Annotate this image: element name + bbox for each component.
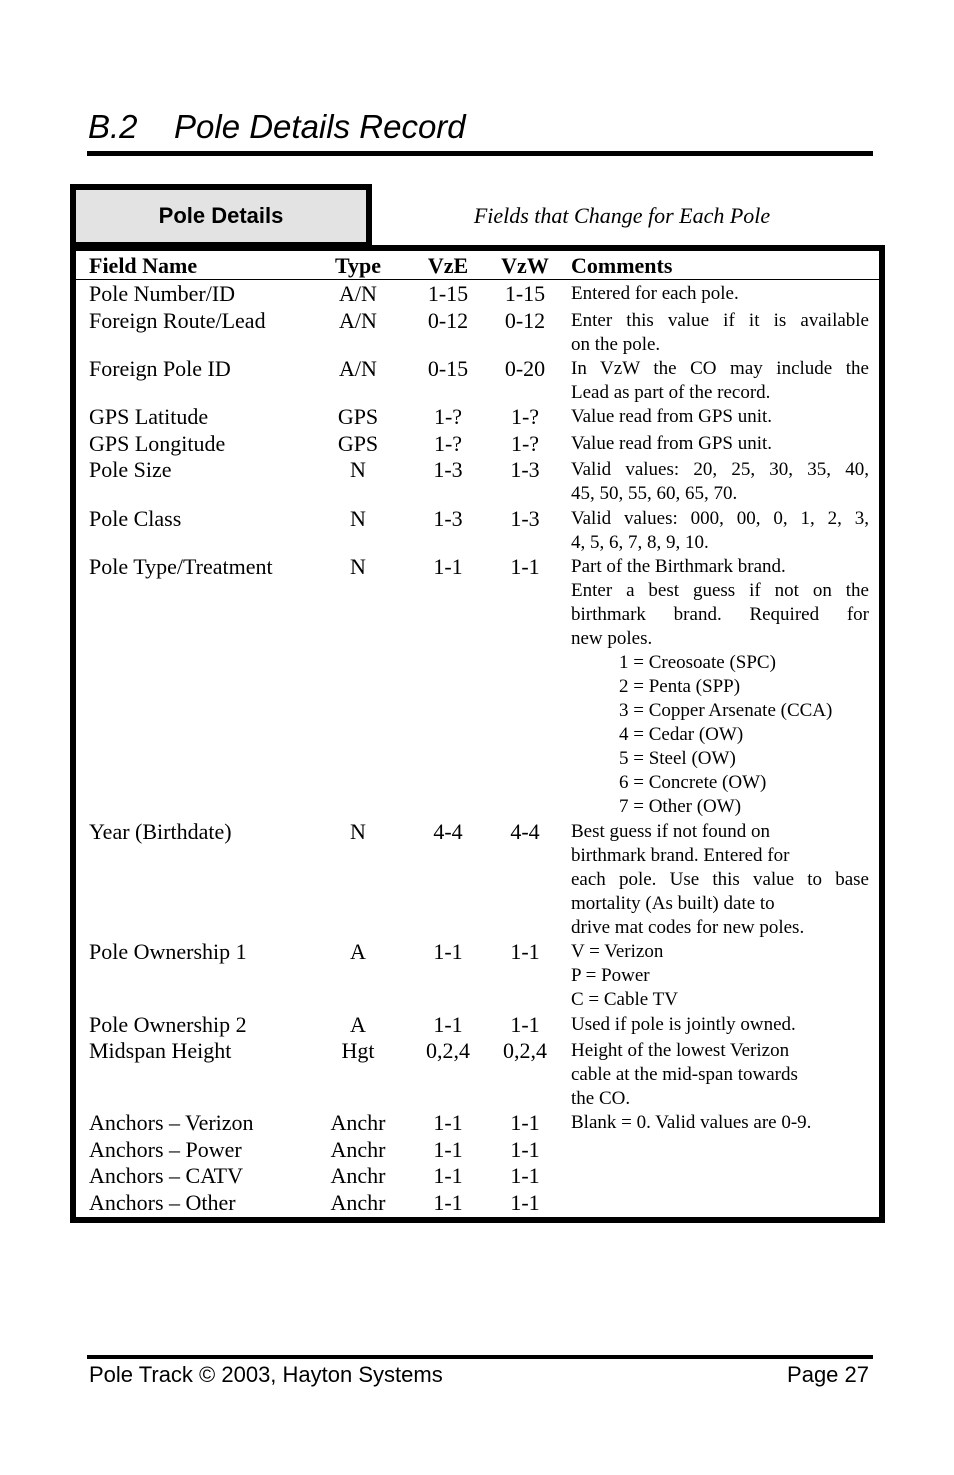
row-vze: 1-1 bbox=[433, 1110, 463, 1135]
row-field-name: Foreign Pole ID bbox=[89, 356, 231, 381]
row-type: GPS bbox=[337, 404, 379, 429]
comment-line: Height of the lowest Verizon bbox=[571, 1040, 790, 1061]
comment-line: P = Power bbox=[571, 965, 650, 986]
row-vze: 0-12 bbox=[427, 308, 469, 333]
row-vzw: 1-1 bbox=[510, 554, 540, 579]
row-vze: 1-1 bbox=[433, 1137, 463, 1162]
row-field-name: Pole Ownership 2 bbox=[89, 1012, 247, 1037]
row-type: Anchr bbox=[330, 1190, 386, 1215]
row-comments bbox=[571, 1039, 869, 1111]
row-vzw: 0-12 bbox=[504, 308, 546, 333]
comment-line: C = Cable TV bbox=[571, 989, 678, 1010]
comment-line: 6 = Concrete (OW) bbox=[619, 772, 767, 793]
comment-line: new poles. bbox=[571, 628, 653, 649]
row-comments bbox=[571, 405, 869, 429]
row-vzw: 1-1 bbox=[510, 1190, 540, 1215]
row-type: N bbox=[350, 554, 366, 579]
comment-line: on the pole. bbox=[571, 334, 661, 355]
comment-line: birthmark brand. Required for bbox=[571, 604, 869, 625]
comment-line: Valid values: 20, 25, 30, 35, 40, bbox=[571, 459, 869, 480]
comment-line: 4 = Cedar (OW) bbox=[619, 724, 744, 745]
header-comments: Comments bbox=[571, 253, 673, 278]
row-field-name: Anchors – Verizon bbox=[89, 1110, 254, 1135]
row-vze: 1-? bbox=[433, 404, 463, 429]
comment-line: 4, 5, 6, 7, 8, 9, 10. bbox=[571, 532, 709, 553]
row-field-name: Anchors – CATV bbox=[89, 1163, 243, 1188]
comment-line: Enter this value if it is available bbox=[571, 310, 869, 331]
comment-line: In VzW the CO may include the bbox=[571, 358, 869, 379]
row-field-name: GPS Latitude bbox=[89, 404, 209, 429]
header-type: Type bbox=[334, 253, 382, 278]
comment-line: Lead as part of the record. bbox=[571, 382, 771, 403]
row-field-name: Anchors – Other bbox=[89, 1190, 236, 1215]
row-comments bbox=[571, 555, 869, 819]
row-vze: 1-1 bbox=[433, 1012, 463, 1037]
row-type: GPS bbox=[337, 431, 379, 456]
row-type: Anchr bbox=[330, 1110, 386, 1135]
section-title-text: Pole Details Record bbox=[174, 108, 466, 145]
row-vzw: 1-1 bbox=[510, 939, 540, 964]
row-type: Hgt bbox=[341, 1038, 375, 1063]
row-field-name: Pole Size bbox=[89, 457, 172, 482]
row-field-name: Foreign Route/Lead bbox=[89, 308, 266, 333]
row-vze: 0-15 bbox=[427, 356, 469, 381]
row-field-name: GPS Longitude bbox=[89, 431, 226, 456]
comment-line: birthmark brand. Entered for bbox=[571, 845, 790, 866]
comment-line: Entered for each pole. bbox=[571, 283, 739, 304]
row-comments bbox=[571, 282, 869, 306]
row-comments bbox=[571, 940, 869, 1012]
row-vzw: 1-1 bbox=[510, 1110, 540, 1135]
row-vzw: 1-15 bbox=[504, 281, 546, 306]
row-type: Anchr bbox=[330, 1163, 386, 1188]
comment-line: 7 = Other (OW) bbox=[619, 796, 742, 817]
row-type: Anchr bbox=[330, 1137, 386, 1162]
row-comments bbox=[571, 432, 869, 456]
row-comments bbox=[571, 458, 869, 506]
comment-line: Best guess if not found on bbox=[571, 821, 770, 842]
row-field-name: Anchors – Power bbox=[89, 1137, 242, 1162]
row-vze: 1-? bbox=[433, 431, 463, 456]
comment-line: Value read from GPS unit. bbox=[571, 433, 773, 454]
comment-line: Valid values: 000, 00, 0, 1, 2, 3, bbox=[571, 508, 869, 529]
row-vzw: 0,2,4 bbox=[503, 1038, 547, 1063]
header-vze: VzE bbox=[427, 253, 469, 278]
row-vzw: 4-4 bbox=[510, 819, 540, 844]
row-vzw: 1-1 bbox=[510, 1163, 540, 1188]
row-field-name: Pole Number/ID bbox=[89, 281, 236, 306]
row-type: A/N bbox=[339, 308, 377, 333]
row-vzw: 1-1 bbox=[510, 1012, 540, 1037]
row-field-name: Pole Ownership 1 bbox=[89, 939, 247, 964]
header-vzw: VzW bbox=[501, 253, 549, 278]
comment-line: drive mat codes for new poles. bbox=[571, 917, 805, 938]
comment-line: cable at the mid-span towards bbox=[571, 1064, 798, 1085]
row-type: A/N bbox=[339, 356, 377, 381]
comment-line: 2 = Penta (SPP) bbox=[619, 676, 741, 697]
row-type: N bbox=[350, 457, 366, 482]
header-rule bbox=[76, 279, 879, 280]
comment-line: Used if pole is jointly owned. bbox=[571, 1014, 796, 1035]
row-field-name: Midspan Height bbox=[89, 1038, 232, 1063]
row-vzw: 1-? bbox=[510, 404, 540, 429]
comment-line: Part of the Birthmark brand. bbox=[571, 556, 786, 577]
row-vze: 4-4 bbox=[433, 819, 463, 844]
row-field-name: Pole Class bbox=[89, 506, 182, 531]
row-vze: 1-3 bbox=[433, 457, 463, 482]
title-rule bbox=[87, 151, 873, 156]
footer-copyright: Pole Track © 2003, Hayton Systems bbox=[89, 1362, 443, 1387]
row-type: N bbox=[350, 506, 366, 531]
row-comments bbox=[571, 309, 869, 357]
row-vze: 1-3 bbox=[433, 506, 463, 531]
row-type: N bbox=[350, 819, 366, 844]
row-comments bbox=[571, 820, 869, 940]
row-type: A/N bbox=[339, 281, 377, 306]
row-field-name: Year (Birthdate) bbox=[89, 819, 232, 844]
section-number: B.2 bbox=[88, 108, 138, 145]
comment-line: Enter a best guess if not on the bbox=[571, 580, 869, 601]
comment-line: 3 = Copper Arsenate (CCA) bbox=[619, 700, 833, 721]
row-type: A bbox=[350, 939, 366, 964]
comment-line: each pole. Use this value to base bbox=[571, 869, 869, 890]
footer-page-number: Page 27 bbox=[787, 1362, 869, 1387]
table-subtitle: Fields that Change for Each Pole bbox=[473, 203, 771, 228]
comment-line: the CO. bbox=[571, 1088, 631, 1109]
row-vzw: 1-3 bbox=[510, 506, 540, 531]
comment-line: mortality (As built) date to bbox=[571, 893, 775, 914]
row-vze: 1-1 bbox=[433, 1163, 463, 1188]
row-vze: 1-1 bbox=[433, 939, 463, 964]
comment-line: Blank = 0. Valid values are 0-9. bbox=[571, 1112, 812, 1133]
row-field-name: Pole Type/Treatment bbox=[89, 554, 273, 579]
row-type: A bbox=[350, 1012, 366, 1037]
footer-rule bbox=[87, 1355, 873, 1359]
section-title bbox=[88, 108, 466, 146]
row-vzw: 0-20 bbox=[504, 356, 546, 381]
row-comments bbox=[571, 357, 869, 405]
row-comments bbox=[571, 507, 869, 555]
row-vzw: 1-3 bbox=[510, 457, 540, 482]
row-comments bbox=[571, 1111, 869, 1135]
row-vze: 1-1 bbox=[433, 1190, 463, 1215]
pole-details-tab: Pole Details bbox=[70, 184, 372, 248]
comment-line: 1 = Creosoate (SPC) bbox=[619, 652, 776, 673]
comment-line: 45, 50, 55, 60, 65, 70. bbox=[571, 483, 738, 504]
header-field-name: Field Name bbox=[89, 253, 198, 278]
row-vzw: 1-? bbox=[510, 431, 540, 456]
row-vze: 1-1 bbox=[433, 554, 463, 579]
row-comments bbox=[571, 1013, 869, 1037]
comment-line: V = Verizon bbox=[571, 941, 664, 962]
row-vze: 0,2,4 bbox=[426, 1038, 470, 1063]
row-vze: 1-15 bbox=[427, 281, 469, 306]
comment-line: Value read from GPS unit. bbox=[571, 406, 773, 427]
comment-line: 5 = Steel (OW) bbox=[619, 748, 736, 769]
row-vzw: 1-1 bbox=[510, 1137, 540, 1162]
